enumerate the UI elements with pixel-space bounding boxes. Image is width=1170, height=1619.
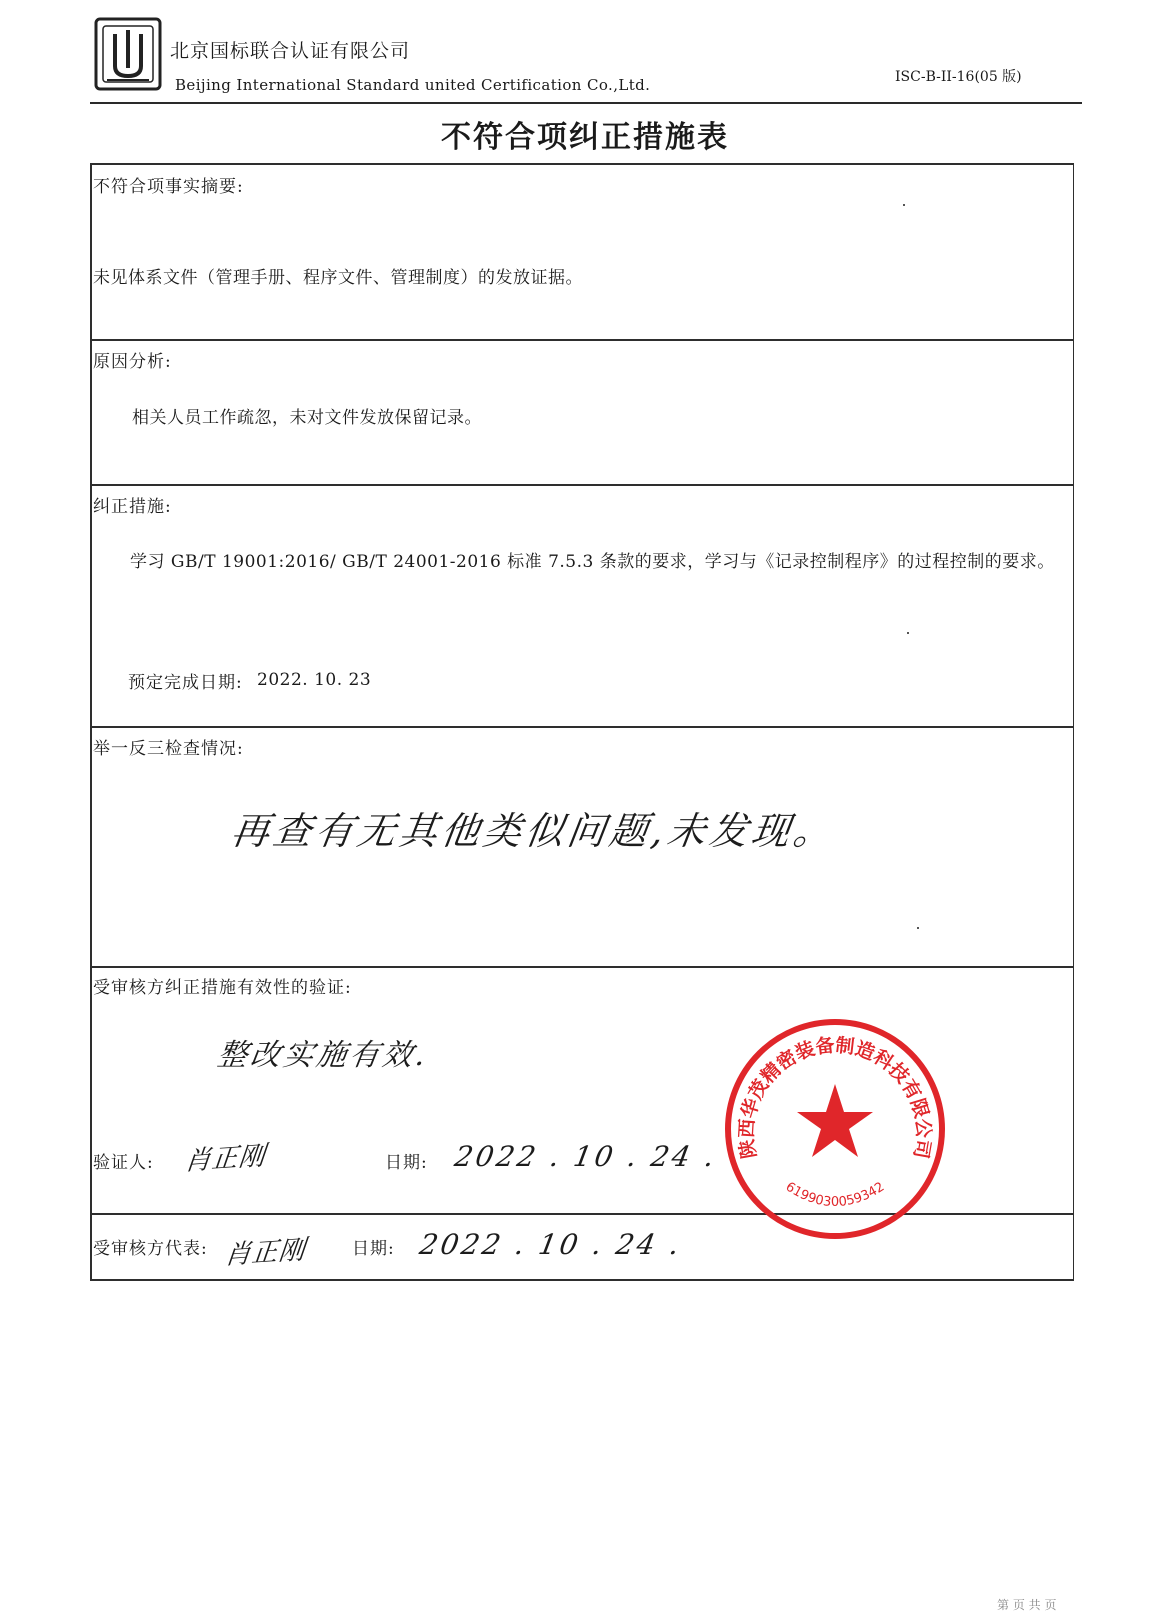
seal-company-name: 陕西华茂精密装备制造科技有限公司 [735, 1034, 935, 1161]
cause-text: 相关人员工作疏忽，未对文件发放保留记录。 [132, 408, 482, 428]
header-divider [90, 102, 1082, 104]
facts-text: 未见体系文件（管理手册、程序文件、管理制度）的发放证据。 [93, 268, 583, 288]
correction-text: 学习 GB/T 19001:2016/ GB/T 24001-2016 标准 7.5.3 条款的要求，学习与《记录控制程序》的过程控制的要求。 [130, 552, 1055, 572]
form-title: 不符合项纠正措施表 [441, 120, 729, 155]
scan-speck [907, 632, 909, 634]
due-date-label: 预定完成日期: [128, 673, 243, 693]
inspection-handwriting: 再查有无其他类似问题,未发现。 [228, 809, 839, 853]
row-divider [90, 484, 1073, 486]
certification-logo-icon [93, 16, 163, 92]
company-seal-stamp [718, 1012, 952, 1246]
scan-speck [917, 927, 919, 929]
verifier-label: 验证人: [93, 1153, 154, 1173]
facts-label: 不符合项事实摘要: [93, 177, 244, 197]
representative-signature: 肖正刚 [223, 1235, 308, 1271]
correction-label: 纠正措施: [93, 497, 172, 517]
cause-label: 原因分析: [93, 352, 172, 372]
representative-date-value: 2022 . 10 . 24 . [417, 1228, 685, 1261]
representative-date-label: 日期: [352, 1239, 395, 1259]
verification-date-value: 2022 . 10 . 24 . [452, 1140, 720, 1173]
company-name-en: Beijing International Standard united Certification Co.,Ltd. [175, 76, 651, 94]
seal-number: 6199030059342 [782, 1179, 888, 1210]
verification-label: 受审核方纠正措施有效性的验证: [93, 978, 352, 998]
inspection-label: 举一反三检查情况: [93, 739, 244, 759]
verifier-signature: 肖正刚 [183, 1141, 268, 1177]
scan-speck [903, 204, 905, 206]
representative-label: 受审核方代表: [93, 1239, 208, 1259]
company-name-cn: 北京国标联合认证有限公司 [170, 40, 411, 62]
page-number: 第 页 共 页 [997, 1598, 1057, 1612]
verification-handwriting: 整改实施有效. [215, 1038, 431, 1073]
document-code: ISC-B-II-16(05 版) [895, 69, 1022, 85]
seal-star-icon [797, 1084, 873, 1157]
row-divider [90, 339, 1073, 341]
verification-date-label: 日期: [385, 1153, 428, 1173]
row-divider [90, 966, 1073, 968]
due-date-value: 2022. 10. 23 [257, 670, 372, 690]
row-divider [90, 726, 1073, 728]
